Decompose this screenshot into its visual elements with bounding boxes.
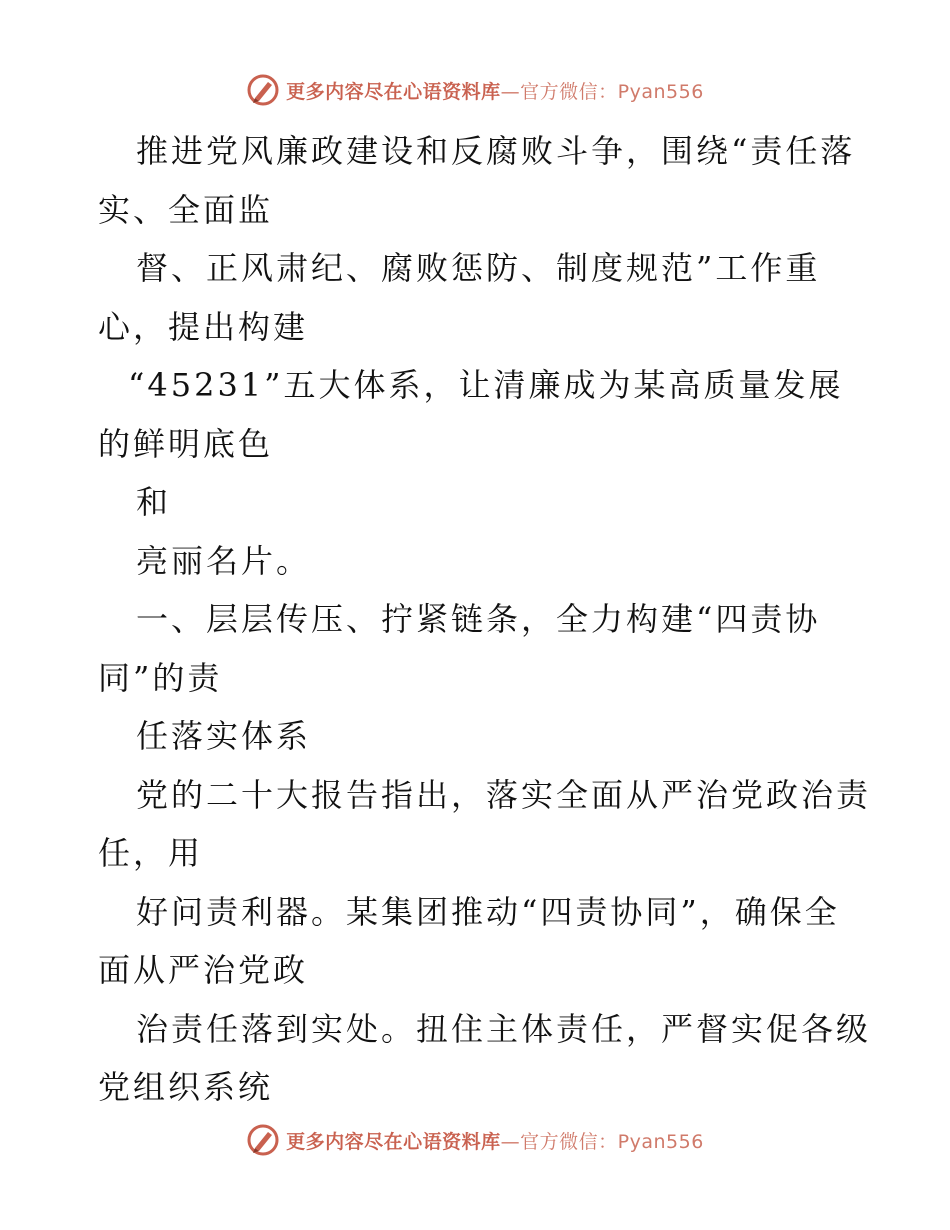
body-line: 面从严治党政 bbox=[98, 951, 309, 989]
body-line: 督、正风肃纪、腐败惩防、制度规范”工作重 bbox=[136, 249, 821, 287]
document-body bbox=[98, 122, 872, 1117]
pen-logo-icon bbox=[246, 73, 280, 107]
watermark-text: 更多内容尽在心语资料库—官方微信：Pyan556 bbox=[286, 80, 704, 103]
body-line: 任落实体系 bbox=[136, 717, 312, 755]
watermark-text: 更多内容尽在心语资料库—官方微信：Pyan556 bbox=[286, 1130, 704, 1153]
header-watermark bbox=[0, 72, 950, 108]
body-line: 和 bbox=[136, 483, 172, 521]
body-line: 一、层层传压、拧紧链条，全力构建“四责协 bbox=[136, 600, 821, 638]
body-line: 亮丽名片。 bbox=[136, 541, 312, 580]
body-line: 党的二十大报告指出，落实全面从严治党政治责 bbox=[136, 775, 872, 814]
body-line: 推进党风廉政建设和反腐败斗争，围绕“责任落 bbox=[136, 132, 856, 170]
body-line: 心，提出构建 bbox=[98, 307, 309, 346]
body-line: 好问责利器。某集团推动“四责协同”，确保全 bbox=[136, 892, 840, 931]
body-line: 治责任落到实处。扭住主体责任，严督实促各级 bbox=[136, 1009, 872, 1048]
footer-watermark bbox=[0, 1122, 950, 1158]
body-line: 实、全面监 bbox=[98, 190, 274, 229]
body-line: 任，用 bbox=[98, 834, 204, 872]
body-line: “45231”五大体系，让清廉成为某高质量发展 bbox=[128, 366, 844, 404]
body-line: 党组织系统 bbox=[98, 1068, 274, 1106]
body-line: 同”的责 bbox=[98, 658, 223, 697]
body-line: 的鲜明底色 bbox=[98, 424, 274, 463]
pen-logo-icon bbox=[246, 1123, 280, 1157]
